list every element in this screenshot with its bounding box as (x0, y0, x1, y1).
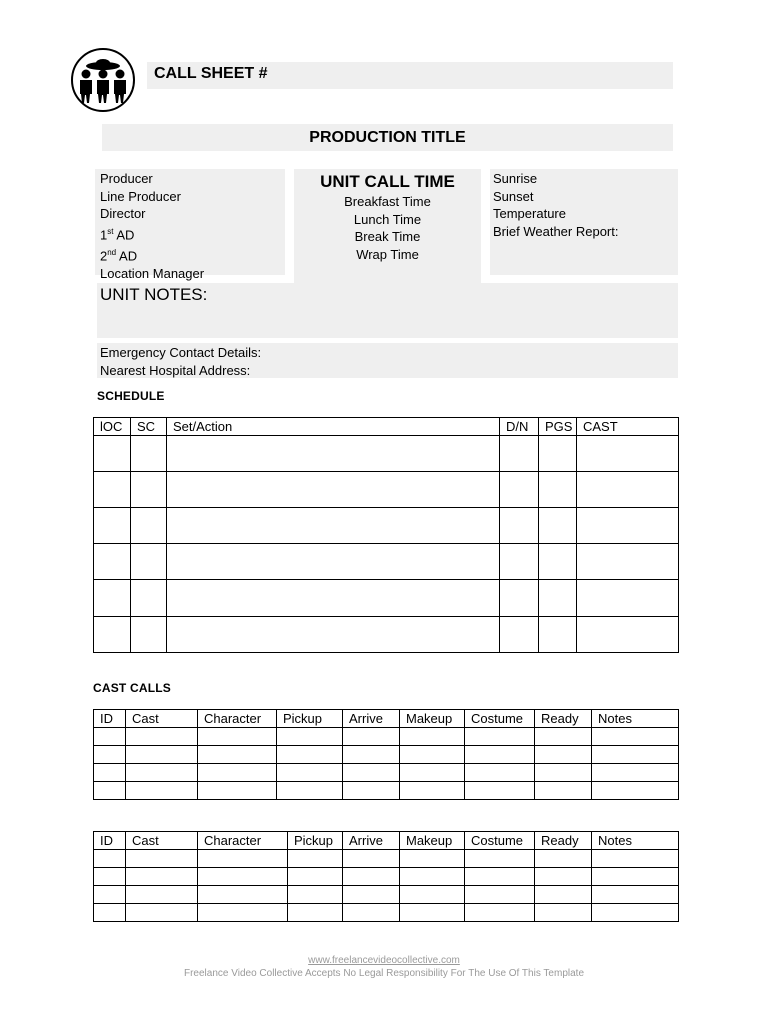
schedule-col-sc: SC (131, 418, 167, 436)
production-title: PRODUCTION TITLE (309, 129, 466, 146)
break-time: Break Time (354, 229, 421, 245)
schedule-col-loc: lOC (94, 418, 131, 436)
cast-col-notes: Notes (592, 710, 679, 728)
cast-col-pickup: Pickup (277, 710, 343, 728)
footer-url[interactable]: www.freelancevideocollective.com (308, 955, 460, 966)
call-sheet-label: CALL SHEET # (154, 65, 268, 82)
cast-header-row (94, 832, 679, 850)
breakfast-time: Breakfast Time (344, 194, 431, 209)
call-sheet-header (147, 62, 673, 89)
schedule-title: SCHEDULE (97, 389, 165, 403)
cast-col-notes: Notes (592, 832, 679, 850)
crew-2nd-ad: 2nd AD (100, 247, 138, 264)
schedule-col-pgs: PGS (539, 418, 577, 436)
cast-col-ready: Ready (535, 710, 592, 728)
cast-col-cast: Cast (126, 710, 198, 728)
cast-calls-title: CAST CALLS (93, 681, 171, 695)
crew-list (100, 170, 204, 282)
crew-director: Director (100, 206, 146, 222)
cast-calls-table-2 (93, 831, 679, 922)
crew-producer: Producer (100, 171, 153, 186)
unit-call-title: UNIT CALL TIME (320, 172, 455, 191)
cast-col-ready: Ready (535, 832, 592, 850)
table-row (94, 728, 679, 746)
table-row (94, 746, 679, 764)
table-row (94, 850, 679, 868)
temperature: Temperature (493, 206, 566, 222)
unit-notes-box (97, 283, 678, 338)
weather-list (493, 170, 618, 240)
brief-weather-report: Brief Weather Report: (493, 223, 619, 239)
wrap-time: Wrap Time (356, 246, 419, 262)
cast-col-cast: Cast (126, 832, 198, 850)
cast-col-costume: Costume (465, 710, 535, 728)
cast-col-id: ID (94, 710, 126, 728)
cast-col-arrive: Arrive (343, 832, 400, 850)
cast-calls-table-1 (93, 709, 679, 800)
cast-col-arrive: Arrive (343, 710, 400, 728)
unit-notes-label: UNIT NOTES: (100, 285, 208, 304)
table-row (94, 436, 679, 472)
table-row (94, 904, 679, 922)
table-row (94, 617, 679, 653)
unit-call-list (294, 193, 481, 263)
weather-box (490, 169, 678, 275)
cast-col-costume: Costume (465, 832, 535, 850)
emergency-contact-label: Emergency Contact Details: (100, 345, 262, 360)
schedule-col-set-action: Set/Action (167, 418, 500, 436)
footer-disclaimer: Freelance Video Collective Accepts No Legal Responsibility For The Use Of This Template (183, 968, 584, 979)
collective-logo (68, 47, 138, 113)
cast-col-makeup: Makeup (400, 710, 465, 728)
cast-col-pickup: Pickup (288, 832, 343, 850)
cast-col-character: Character (198, 832, 288, 850)
sunset: Sunset (493, 188, 534, 204)
crew-location-manager: Location Manager (100, 265, 205, 281)
table-row (94, 782, 679, 800)
table-row (94, 508, 679, 544)
cast-col-character: Character (198, 710, 277, 728)
sunrise: Sunrise (493, 171, 538, 186)
table-row (94, 886, 679, 904)
nearest-hospital-label: Nearest Hospital Address: (100, 362, 251, 378)
emergency-box (97, 343, 678, 378)
production-title-bar (102, 124, 673, 151)
table-row (94, 868, 679, 886)
crew-line-producer: Line Producer (100, 188, 181, 204)
cast-col-id: ID (94, 832, 126, 850)
table-row (94, 472, 679, 508)
schedule-table (93, 417, 679, 653)
schedule-col-dn: D/N (500, 418, 539, 436)
crew-box (95, 169, 285, 281)
cast-header-row (94, 710, 679, 728)
cast-col-makeup: Makeup (400, 832, 465, 850)
table-row (94, 764, 679, 782)
table-row (94, 544, 679, 580)
schedule-header-row (94, 418, 679, 436)
lunch-time: Lunch Time (353, 211, 422, 227)
unit-call-box (294, 169, 481, 283)
crew-1st-ad: 1st AD (100, 226, 135, 243)
schedule-col-cast: CAST (577, 418, 679, 436)
table-row (94, 580, 679, 617)
